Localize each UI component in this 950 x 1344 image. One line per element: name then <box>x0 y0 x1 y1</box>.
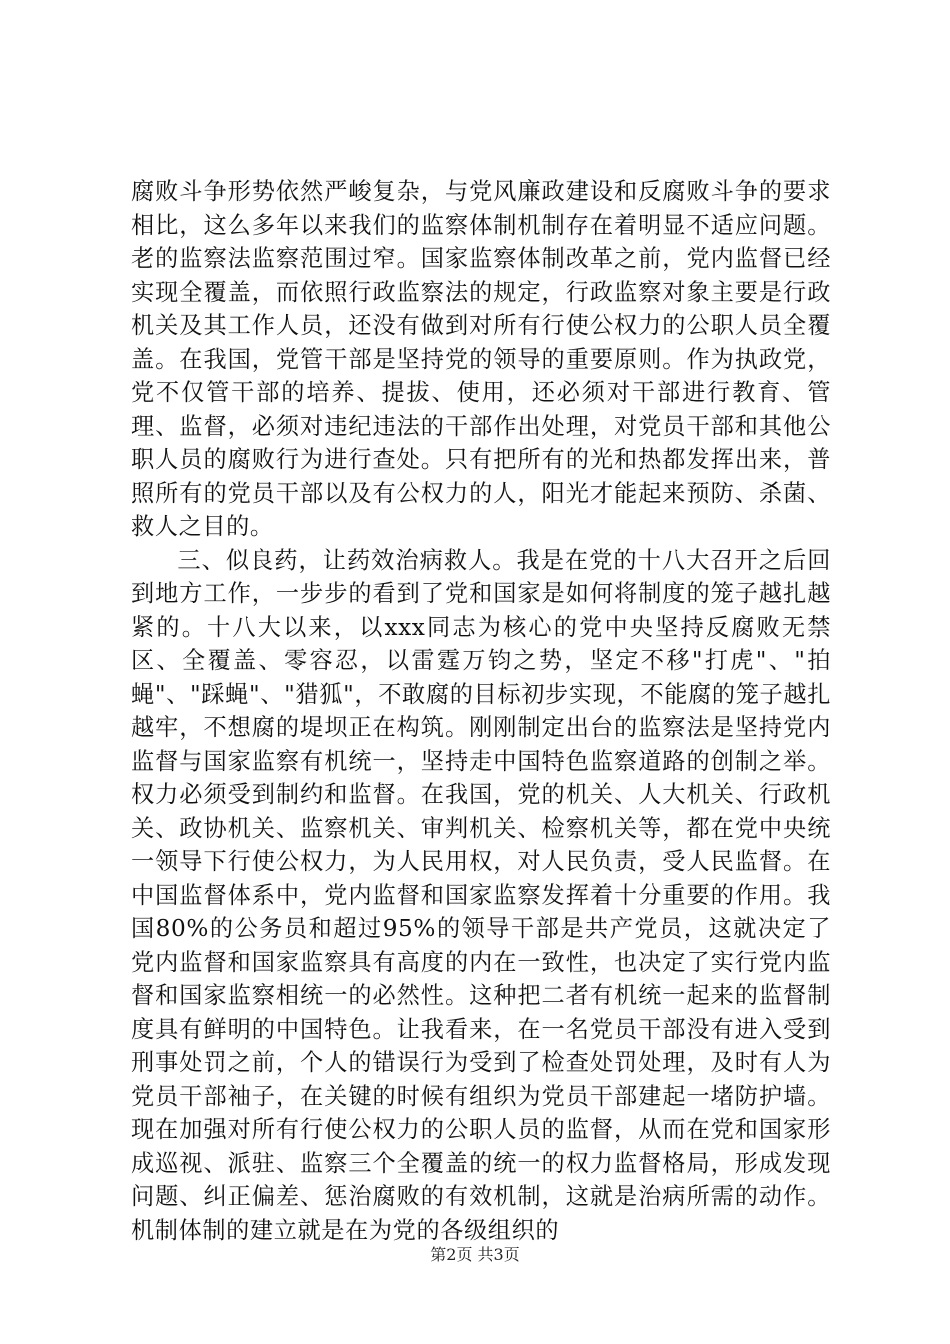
page-number-label: 第2页 共3页 <box>430 1245 520 1264</box>
document-body <box>131 175 831 1247</box>
paragraph-section-three: 三、似良药，让药效治病救人。我是在党的十八大召开之后回到地方工作，一步步的看到了党和国家是如何将制度的笼子越扎越紧的。十八大以来，以xxx同志为核心的党中央坚持反腐败无禁区、全覆盖、零容忍，以雷霆万钧之势，坚定不移"打虎"、"拍蝇"、"踩蝇"、"猎狐"，不敢腐的目标初步实现，不能腐的笼子越扎越牢，不想腐的堤坝正在构筑。刚刚制定出台的监察法是坚持党内监督与国家监察有机统一，坚持走中国特色监察道路的创制之举。权力必须受到制约和监督。在我国，党的机关、人大机关、行政机关、政协机关、监察机关、审判机关、检察机关等，都在党中央统一领导下行使公权力，为人民用权，对人民负责，受人民监督。在中国监督体系中，党内监督和国家监察发挥着十分重要的作用。我国80%的公务员和超过95%的领导干部是共产党员，这就决定了党内监督和国家监察具有高度的内在一致性，也决定了实行党内监督和国家监察相统一的必然性。这种把二者有机统一起来的监督制度具有鲜明的中国特色。让我看来，在一名党员干部没有进入受到刑事处罚之前，个人的错误行为受到了检查处罚处理，及时有人为党员干部袖子，在关键的时候有组织为党员干部建起一堵防护墙。现在加强对所有行使公权力的公职人员的监督，从而在党和国家形成巡视、派驻、监察三个全覆盖的统一的权力监督格局，形成发现问题、纠正偏差、惩治腐败的有效机制，这就是治病所需的动作。机制体制的建立就是在为党的各级组织的 <box>131 546 831 1244</box>
page-footer <box>0 1245 950 1265</box>
paragraph-continuation: 腐败斗争形势依然严峻复杂，与党风廉政建设和反腐败斗争的要求相比，这么多年以来我们的监察体制机制存在着明显不适应问题。老的监察法监察范围过窄。国家监察体制改革之前，党内监督已经实现全覆盖，而依照行政监察法的规定，行政监察对象主要是行政机关及其工作人员，还没有做到对所有行使公权力的公职人员全覆盖。在我国，党管干部是坚持党的领导的重要原则。作为执政党，党不仅管干部的培养、提拔、使用，还必须对干部进行教育、管理、监督，必须对违纪违法的干部作出处理，对党员干部和其他公职人员的腐败行为进行查处。只有把所有的光和热都发挥出来，普照所有的党员干部以及有公权力的人，阳光才能起来预防、杀菌、救人之目的。 <box>131 178 831 540</box>
